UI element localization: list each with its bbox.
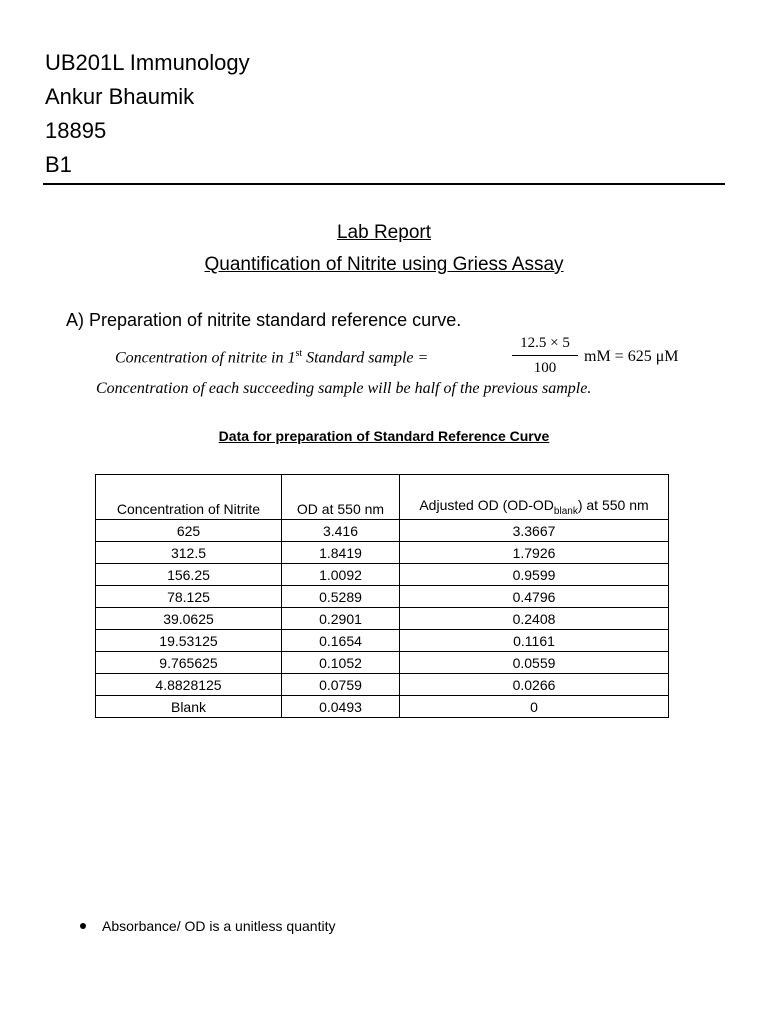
cell-concentration: Blank (96, 696, 282, 718)
cell-adjusted-od: 0.0559 (400, 652, 669, 674)
eq1-superscript: st (295, 348, 303, 359)
eq1-denominator: 100 (533, 360, 557, 376)
table-row (96, 630, 669, 652)
cell-od: 1.0092 (282, 564, 400, 586)
cell-od: 0.5289 (282, 586, 400, 608)
cell-concentration: 156.25 (96, 564, 282, 586)
cell-adjusted-od: 0 (400, 696, 669, 718)
document-header (45, 46, 250, 182)
fraction-bar (512, 355, 578, 356)
cell-od: 0.2901 (282, 608, 400, 630)
note-text: Absorbance/ OD is a unitless quantity (102, 918, 336, 934)
header-divider (43, 183, 725, 185)
cell-od: 0.0493 (282, 696, 400, 718)
student-name: Ankur Bhaumik (45, 84, 195, 109)
table-row (96, 564, 669, 586)
course-title: UB201L Immunology (45, 50, 250, 75)
report-subtitle: Quantification of Nitrite using Griess Assay (204, 254, 564, 275)
cell-adjusted-od: 0.4796 (400, 586, 669, 608)
table-row (96, 586, 669, 608)
cell-od: 1.8419 (282, 542, 400, 564)
header-adjusted-od-a: Adjusted OD (OD-OD (419, 497, 554, 514)
table-row (96, 652, 669, 674)
eq1-fraction (512, 333, 578, 378)
table-row (96, 696, 669, 718)
cell-od: 0.1654 (282, 630, 400, 652)
cell-concentration: 312.5 (96, 542, 282, 564)
report-title: Lab Report (336, 222, 431, 243)
equation-first-standard (115, 348, 428, 367)
eq1-lhs-a: Concentration of nitrite in 1 (115, 349, 296, 367)
header-adjusted-od (400, 475, 669, 520)
cell-adjusted-od: 0.1161 (400, 630, 669, 652)
table-row (96, 542, 669, 564)
eq1-lhs-b: Standard sample = (302, 349, 429, 367)
cell-concentration: 9.765625 (96, 652, 282, 674)
cell-adjusted-od: 1.7926 (400, 542, 669, 564)
cell-concentration: 39.0625 (96, 608, 282, 630)
header-adjusted-od-sub: blank (553, 506, 578, 517)
cell-adjusted-od: 0.0266 (400, 674, 669, 696)
standard-curve-table (95, 474, 669, 718)
cell-adjusted-od: 0.9599 (400, 564, 669, 586)
batch-label: B1 (45, 152, 72, 177)
note-bullet (80, 918, 335, 934)
cell-od: 0.0759 (282, 674, 400, 696)
cell-od: 3.416 (282, 520, 400, 542)
table-caption: Data for preparation of Standard Reference Curve (218, 428, 550, 444)
cell-concentration: 4.8828125 (96, 674, 282, 696)
header-od: OD at 550 nm (282, 475, 400, 520)
roll-number: 18895 (45, 118, 107, 143)
cell-adjusted-od: 3.3667 (400, 520, 669, 542)
equation-dilution-note: Concentration of each succeeding sample will be half of the previous sample. (96, 380, 592, 397)
section-a-heading: A) Preparation of nitrite standard reference curve. (66, 310, 462, 330)
cell-concentration: 19.53125 (96, 630, 282, 652)
header-adjusted-od-b: ) at 550 nm (577, 497, 649, 514)
eq1-result: mM = 625 μM (584, 348, 679, 365)
cell-concentration: 625 (96, 520, 282, 542)
table-row (96, 674, 669, 696)
table-row (96, 520, 669, 542)
cell-concentration: 78.125 (96, 586, 282, 608)
header-concentration: Concentration of Nitrite (96, 475, 282, 520)
table-header-row (96, 475, 669, 520)
table-row (96, 608, 669, 630)
bullet-icon (80, 923, 86, 929)
cell-adjusted-od: 0.2408 (400, 608, 669, 630)
eq1-numerator: 12.5 × 5 (520, 335, 570, 351)
cell-od: 0.1052 (282, 652, 400, 674)
